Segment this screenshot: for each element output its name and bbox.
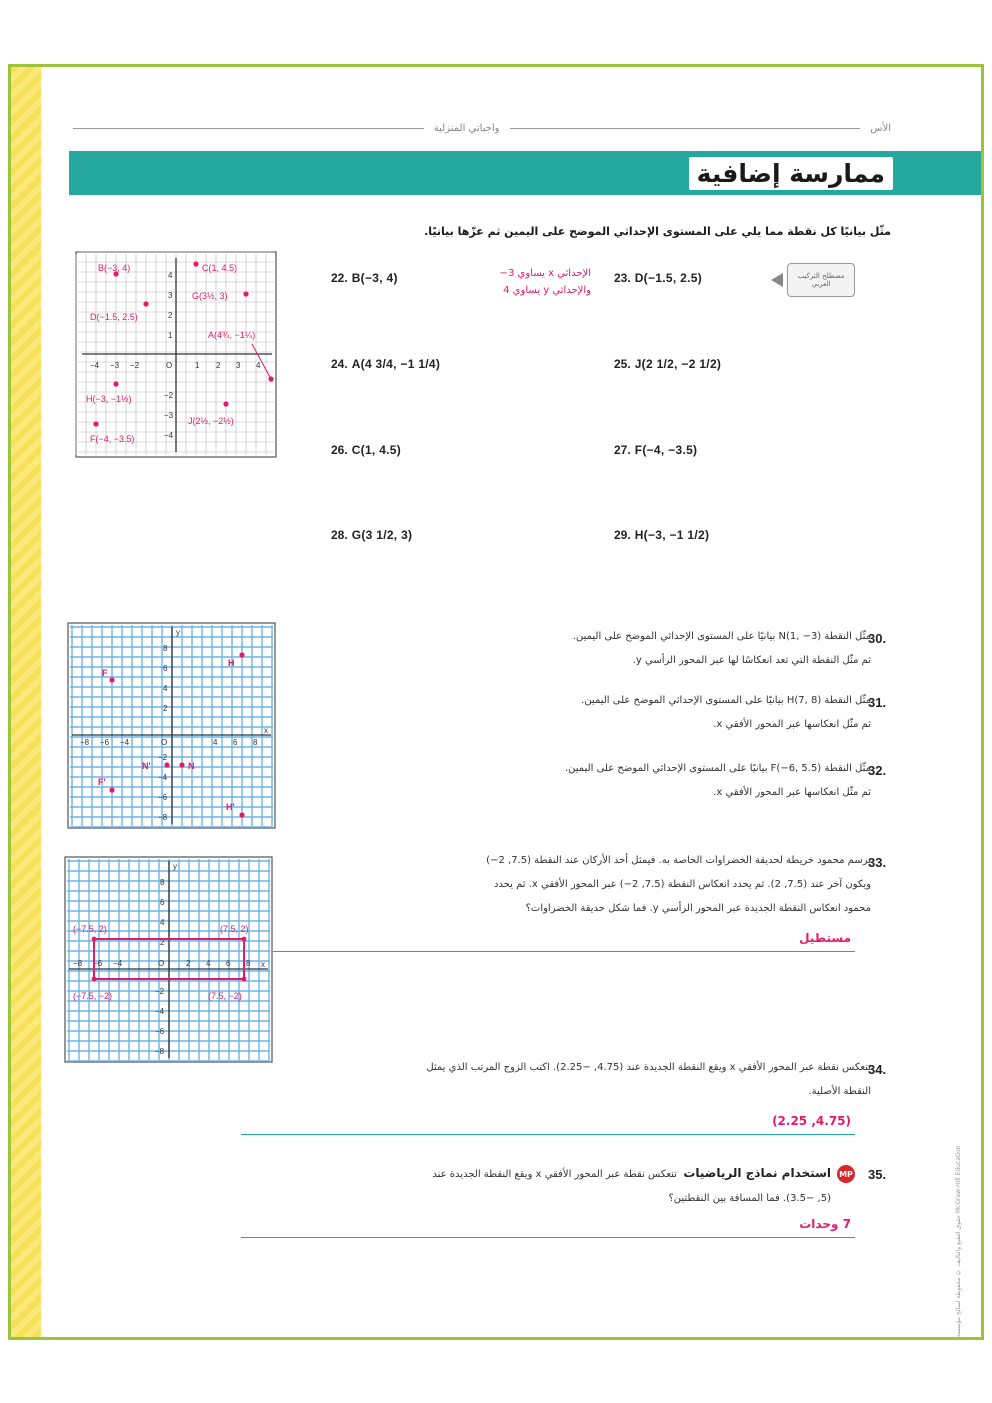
g2-yt-5: −4 xyxy=(158,773,168,782)
g1-xt-0: −4 xyxy=(90,361,100,370)
g2-label-f: F xyxy=(102,668,108,678)
q31-text: مثّل النقطة H(7, 8) بيانيًا على المستوى الإحداثي الموضح على اليمين. ثم مثّل انعكاسها عبر المحور الأفقي x. xyxy=(581,695,871,730)
g3-corner-3: (7.5, −2) xyxy=(208,991,242,1001)
q33-answer-line xyxy=(273,951,855,952)
g3-corner-1: (7.5, 2) xyxy=(220,924,249,934)
exercise-29: 29. H(−3, −1 1/2) xyxy=(614,528,710,542)
g2-xt-1: −6 xyxy=(100,738,110,747)
g2-y-label: y xyxy=(176,628,180,637)
label-d: D(−1.5, 2.5) xyxy=(90,312,138,322)
exercise-25: 25. J(2 1/2, −2 1/2) xyxy=(614,357,722,371)
lesson-name: واجباتي المنزلية xyxy=(433,122,500,134)
q31-num: 31. xyxy=(868,695,887,710)
g3-xt-6: 6 xyxy=(226,959,231,968)
g3-xt-1: −6 xyxy=(93,959,103,968)
g3-yt-6: −6 xyxy=(155,1027,165,1036)
q35-text: استخدام نماذج الرياضيات تنعكس نقطة عبر المحور الأفقي x ويقع النقطة الجديدة عند (5, −3.5). فما المسافة بين النقطتين؟ xyxy=(432,1166,831,1204)
point-d xyxy=(143,301,148,306)
g2-xt-6: 8 xyxy=(253,738,258,747)
g1-yt-6: −4 xyxy=(164,431,174,440)
g3-yt-2: 4 xyxy=(160,918,165,927)
g3-xt-7: 8 xyxy=(246,959,251,968)
vocabulary-tip: مصطلح التركيب العربي xyxy=(787,263,855,297)
coordinate-plane-1 xyxy=(76,252,276,457)
exercise-27: 27. F(−4, −3.5) xyxy=(614,443,698,457)
chapter-name: الأس xyxy=(870,122,891,134)
q33-num: 33. xyxy=(868,855,887,870)
g3-yt-5: −4 xyxy=(155,1007,165,1016)
point-f xyxy=(93,421,98,426)
tip-arrow-icon xyxy=(771,273,783,287)
label-f: F(−4, −3.5) xyxy=(90,434,135,444)
q34-answer-line xyxy=(241,1134,855,1135)
g1-xt-3: O xyxy=(166,361,173,370)
g1-xt-7: 4 xyxy=(256,361,261,370)
g2-xt-3: O xyxy=(161,738,168,747)
q33-text: يرسم محمود خريطة لحديقة الخضراوات الخاصة به. فيمثل أحد الأركان عند النقطة (7.5, 2−) ويكون آخر عند (7.5, 2). ثم يحدد انعكاس النقطة (7.5, 2−) عبر المحور الأفقي x. ثم يحدد محمود انعكاس النقطة الجديدة عبر المحور الرأسي y. فما شكل حديقة الخضراوات؟ xyxy=(486,855,871,914)
g1-yt-2: 2 xyxy=(168,311,173,320)
q35-answer: 7 وحدات xyxy=(799,1217,851,1231)
g3-xt-5: 4 xyxy=(206,959,211,968)
g2-x-label: x xyxy=(264,726,268,735)
point-c xyxy=(193,261,198,266)
running-head xyxy=(73,119,891,137)
g1-xt-5: 2 xyxy=(216,361,221,370)
label-c: C(1, 4.5) xyxy=(202,263,238,273)
g2-yt-6: −6 xyxy=(158,793,168,802)
g2-xt-4: 4 xyxy=(213,738,218,747)
g3-yt-3: 2 xyxy=(160,938,165,947)
g3-xt-4: 2 xyxy=(186,959,191,968)
g2-label-n: N xyxy=(188,761,195,771)
g2-yt-7: −8 xyxy=(158,813,168,822)
g1-xt-1: −3 xyxy=(110,361,120,370)
point-g xyxy=(243,291,248,296)
g1-yt-5: −3 xyxy=(164,411,174,420)
label-h: H(−3, −1½) xyxy=(86,394,132,404)
margin-stripe xyxy=(11,67,41,1337)
q32-num: 32. xyxy=(868,763,887,778)
q32-text: مثّل النقطة F(−6, 5.5) بيانيًا على المستوى الإحداثي الموضح على اليمين. ثم مثّل انعكاسها عبر المحور الأفقي x. xyxy=(564,763,871,798)
g3-yt-1: 6 xyxy=(160,898,165,907)
g3-xt-0: −8 xyxy=(73,959,83,968)
q34-text: تنعكس نقطة عبر المحور الأفقي x ويقع النقطة الجديدة عند (4.75, −2.25). اكتب الزوج المرتب الذي يمثل النقطة الأصلية. xyxy=(426,1062,871,1097)
g3-xt-3: O xyxy=(158,959,165,968)
q30-text: مثّل النقطة N(1, −3) بيانيًا على المستوى الإحداثي الموضح على اليمين. ثم مثّل النقطة التي تعد انعكاسًا لها عبر المحور الرأسي y. xyxy=(572,631,871,666)
g2-yt-4: −2 xyxy=(158,753,168,762)
g2-xt-2: −4 xyxy=(120,738,130,747)
g2-xt-5: 6 xyxy=(233,738,238,747)
g1-xt-4: 1 xyxy=(195,361,200,370)
point-h xyxy=(113,381,118,386)
g2-label-n1: N' xyxy=(142,761,151,771)
section-banner xyxy=(69,151,981,195)
label-a: A(4¾, −1¼) xyxy=(208,330,256,340)
section-title: ممارسة إضافية xyxy=(689,157,893,190)
label-g: G(3½, 3) xyxy=(192,291,228,301)
g3-corner-2: (−7.5, −2) xyxy=(73,991,113,1001)
g2-label-f1: F' xyxy=(98,777,106,787)
g2-yt-2: 4 xyxy=(163,684,168,693)
coordinate-plane-2 xyxy=(68,623,275,828)
q35-answer-line xyxy=(241,1237,855,1238)
g1-yt-0: 4 xyxy=(168,271,173,280)
g1-yt-1: 3 xyxy=(168,291,173,300)
answer-22: الإحداثي x يساوي 3− والإحداثي y يساوي 4 xyxy=(499,268,591,296)
g3-yt-7: −8 xyxy=(155,1047,165,1056)
g3-yt-4: −2 xyxy=(155,987,165,996)
g2-yt-3: 2 xyxy=(163,704,168,713)
header-rule-2 xyxy=(73,128,424,129)
page-frame xyxy=(8,64,984,1340)
g3-yt-0: 8 xyxy=(160,878,165,887)
q30-num: 30. xyxy=(868,631,887,646)
header-rule xyxy=(510,128,861,129)
math-model-icon: MP xyxy=(837,1165,855,1183)
exercise-22: 22. B(−3, 4) xyxy=(331,271,398,285)
instructions: مثّل بيانيًا كل نقطة مما يلي على المستوى الإحداثي الموضح على اليمين ثم عزّها بيانيًا. xyxy=(424,225,891,238)
g2-xt-0: −8 xyxy=(80,738,90,747)
point-j xyxy=(223,401,228,406)
g2-yt-0: 8 xyxy=(163,644,168,653)
exercise-28: 28. G(3 1/2, 3) xyxy=(331,528,413,542)
label-b: B(−3, 4) xyxy=(98,263,131,273)
exercise-26: 26. C(1, 4.5) xyxy=(331,443,402,457)
q35-num: 35. xyxy=(868,1167,887,1182)
label-j: J(2½, −2½) xyxy=(188,416,234,426)
g3-y-label: y xyxy=(173,862,177,871)
g1-yt-4: −2 xyxy=(164,391,174,400)
g3-xt-2: −4 xyxy=(113,959,123,968)
q34-answer: (4.75, 2.25) xyxy=(772,1114,851,1128)
g3-corner-0: (−7.5, 2) xyxy=(73,924,107,934)
g1-xt-2: −2 xyxy=(130,361,140,370)
g2-yt-1: 6 xyxy=(163,664,168,673)
q34-num: 34. xyxy=(868,1062,887,1077)
g1-yt-3: 1 xyxy=(168,331,173,340)
q33-answer: مستطيل xyxy=(799,931,851,945)
exercise-24: 24. A(4 3/4, −1 1/4) xyxy=(331,357,441,371)
g1-xt-6: 3 xyxy=(236,361,241,370)
exercise-23: 23. D(−1.5, 2.5) xyxy=(614,271,702,285)
margin-credit: حقوق الطبع والتأليف © محفوظة لصالح مؤسسة McGraw-Hill Education xyxy=(955,1145,962,1337)
g3-x-label: x xyxy=(261,960,265,969)
coordinate-plane-3 xyxy=(65,857,272,1062)
g2-label-h1: H' xyxy=(226,802,235,812)
g2-label-h: H xyxy=(228,658,235,668)
